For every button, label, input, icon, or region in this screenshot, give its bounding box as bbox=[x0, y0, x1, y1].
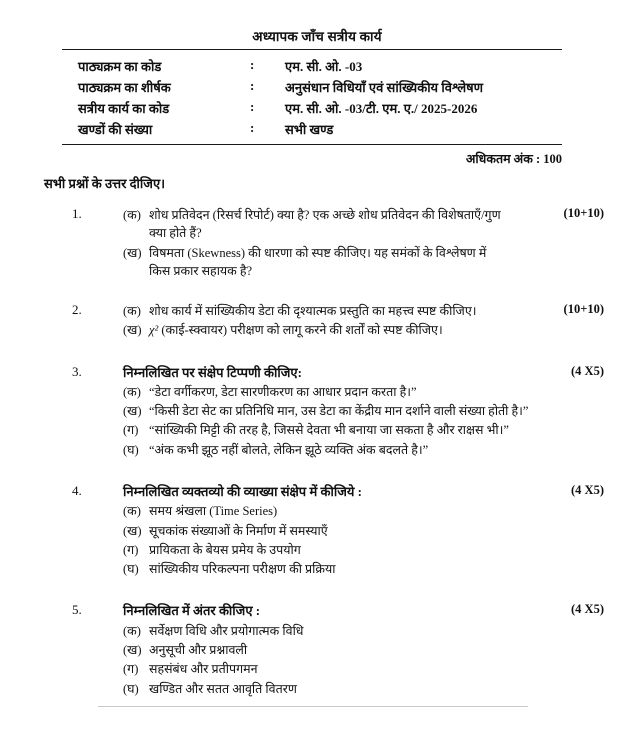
sub-item bbox=[123, 402, 604, 420]
sub-item bbox=[123, 560, 604, 578]
question-4 bbox=[0, 483, 624, 578]
info-label-course-title: पाठ्यक्रम का शीर्षक bbox=[78, 79, 171, 95]
sub-item-label: (घ) bbox=[123, 681, 139, 696]
sub-item-text: “सांख्यिकी मिट्टी की तरह है, जिससे देवता भी बनाया जा सकता है और राक्षस भी।” bbox=[149, 423, 509, 438]
sub-item-text: विषमता (Skewness) की धारणा को स्पष्ट कीजिए। यह समंकों के विश्लेषण में किस प्रकार सहायक है? bbox=[149, 245, 487, 278]
sub-item-label: (ग) bbox=[123, 423, 139, 438]
info-colon: : bbox=[250, 119, 255, 135]
sub-item-text: प्रायिकता के बेयस प्रमेय के उपयोग bbox=[149, 542, 301, 557]
sub-item-text: सांख्यिकीय परिकल्पना परीक्षण की प्रक्रिया bbox=[149, 562, 336, 577]
info-colon: : bbox=[250, 77, 255, 93]
sub-item-text: शोध कार्य में सांख्यिकीय डेटा की दृश्यात्मक प्रस्तुति का महत्त्व स्पष्ट कीजिए। bbox=[149, 304, 477, 318]
sub-item bbox=[123, 421, 604, 439]
question-number: 4. bbox=[72, 482, 82, 498]
sub-item-label: (ख) bbox=[123, 404, 142, 419]
info-value-course-code: एम. सी. ओ. -03 bbox=[285, 58, 363, 74]
question-5 bbox=[0, 602, 624, 697]
table-row bbox=[78, 76, 483, 97]
info-label-course-code: पाठ्यक्रम का कोड bbox=[78, 58, 162, 74]
question-1 bbox=[0, 206, 624, 280]
chi-square-symbol: χ² bbox=[149, 323, 159, 338]
sub-item-text: सर्वेक्षण विधि और प्रयोगात्मक विधि bbox=[149, 623, 304, 638]
question-number: 3. bbox=[72, 363, 82, 379]
info-value-course-title: अनुसंधान विधियाँ एवं सांख्यिकीय विश्लेषण bbox=[285, 79, 484, 95]
info-label-block-count: खण्डों की संख्या bbox=[78, 121, 153, 137]
question-2 bbox=[0, 302, 624, 340]
footer-rule bbox=[98, 706, 528, 707]
sub-item bbox=[123, 206, 604, 243]
sub-item-label: (ग) bbox=[123, 542, 139, 557]
question-stem: निम्नलिखित व्यक्तव्यो की व्याख्या संक्षेप में कीजिये : bbox=[123, 483, 362, 499]
sub-item-text: (काई-स्क्वायर) परीक्षण को लागू करने की शर्तों को स्पष्ट कीजिए। bbox=[161, 323, 443, 338]
header-rule-top bbox=[62, 49, 562, 50]
question-3 bbox=[0, 364, 624, 459]
questions-list bbox=[0, 206, 624, 698]
question-marks: (10+10) bbox=[563, 206, 604, 220]
sub-item bbox=[123, 680, 604, 698]
sub-item-label: (ग) bbox=[123, 662, 139, 677]
table-row bbox=[78, 55, 483, 76]
question-marks: (4 X5) bbox=[571, 482, 604, 497]
sub-item bbox=[123, 522, 604, 540]
sub-item-text: “अंक कभी झूठ नहीं बोलते, लेकिन झूठे व्यक्ति अंक बदलते है।” bbox=[149, 442, 429, 457]
sub-item bbox=[123, 660, 604, 678]
info-value-assignment-code: एम. सी. ओ. -03/टी. एम. ए./ 2025-2026 bbox=[285, 100, 478, 116]
page-title: अध्यापक जाँच सत्रीय कार्य bbox=[252, 29, 382, 44]
sub-item bbox=[123, 441, 604, 459]
sub-item-label: (क) bbox=[123, 304, 141, 318]
question-number: 5. bbox=[72, 602, 82, 618]
table-row bbox=[78, 118, 483, 139]
sub-item-text: सहसंबंध और प्रतीपगमन bbox=[149, 662, 258, 677]
sub-item-text: खण्डित और सतत आवृति वितरण bbox=[149, 681, 297, 696]
sub-item-text: सूचकांक संख्याओं के निर्माण में समस्याएँ bbox=[149, 523, 328, 538]
sub-item-label: (ख) bbox=[123, 245, 142, 260]
table-row bbox=[78, 97, 483, 118]
sub-item-label: (क) bbox=[123, 208, 141, 222]
sub-item-text: शोध प्रतिवेदन (रिसर्च रिपोर्ट) क्या है? एक अच्छे शोध प्रतिवेदन की विशेषताएँ/गुण क्या होते हैं? bbox=[149, 208, 501, 241]
sub-item-text: “किसी डेटा सेट का प्रतिनिधि मान, उस डेटा का केंद्रीय मान दर्शाने वाली संख्या होती है।” bbox=[149, 404, 529, 419]
info-label-assignment-code: सत्रीय कार्य का कोड bbox=[78, 100, 170, 116]
max-marks-label: अधिकतम अंक : 100 bbox=[465, 152, 562, 166]
sub-item bbox=[123, 383, 604, 401]
sub-item bbox=[123, 302, 604, 320]
sub-item bbox=[123, 541, 604, 559]
sub-item-text: समय श्रंखला (Time Series) bbox=[149, 504, 278, 519]
instruction-text: सभी प्रश्नों के उत्तर दीजिए। bbox=[44, 176, 166, 191]
question-marks: (4 X5) bbox=[571, 602, 604, 617]
question-marks: (4 X5) bbox=[571, 363, 604, 378]
info-colon: : bbox=[250, 98, 255, 114]
question-stem: निम्नलिखित पर संक्षेप टिप्पणी कीजिए: bbox=[123, 364, 302, 380]
sub-item bbox=[123, 502, 604, 520]
sub-item-label: (घ) bbox=[123, 562, 139, 577]
question-marks: (10+10) bbox=[563, 302, 604, 316]
sub-item-label: (क) bbox=[123, 504, 141, 519]
sub-item-label: (ख) bbox=[123, 523, 142, 538]
sub-item-label: (ख) bbox=[123, 323, 142, 338]
sub-item-label: (घ) bbox=[123, 442, 139, 457]
question-number: 2. bbox=[72, 302, 82, 317]
sub-item-label: (ख) bbox=[123, 643, 142, 658]
sub-item-label: (क) bbox=[123, 623, 141, 638]
sub-item bbox=[123, 321, 604, 339]
sub-item bbox=[123, 622, 604, 640]
question-number: 1. bbox=[72, 206, 82, 221]
sub-item-text: “डेटा वर्गीकरण, डेटा सारणीकरण का आधार प्रदान करता है।” bbox=[149, 384, 417, 399]
sub-item-text: अनुसूची और प्रश्नावली bbox=[149, 643, 248, 658]
sub-item bbox=[123, 244, 604, 281]
course-info-table bbox=[78, 55, 483, 139]
info-colon: : bbox=[250, 56, 255, 72]
sub-item bbox=[123, 641, 604, 659]
info-value-block-count: सभी खण्ड bbox=[285, 121, 334, 137]
question-stem: निम्नलिखित में अंतर कीजिए : bbox=[123, 603, 261, 619]
sub-item-label: (क) bbox=[123, 384, 141, 399]
